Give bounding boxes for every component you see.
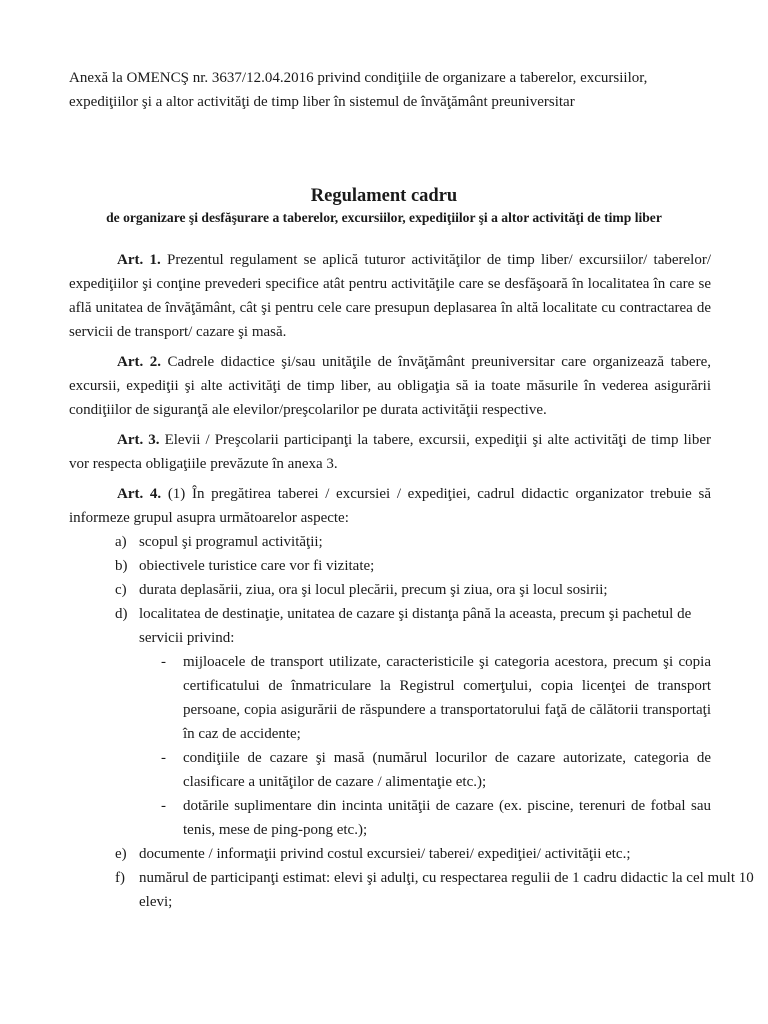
list-item: [69, 554, 711, 578]
sublist-marker: -: [161, 750, 166, 766]
document-title: Regulament cadru: [310, 186, 458, 206]
article-4-list: [69, 530, 754, 914]
document-body: [69, 248, 754, 914]
list-marker: a): [115, 534, 127, 550]
document-subtitle: de organizare şi desfăşurare a taberelor, excursiilor, expediţiilor şi a altor activităţi de timp liber: [106, 210, 662, 225]
list-item-text: documente / informaţii privind costul excursiei/ taberei/ expediţiei/ activităţii etc.;: [139, 846, 631, 862]
article-label: Art. 3.: [117, 432, 160, 448]
article-text: Cadrele didactice şi/sau unităţile de învăţământ preuniversitar care organizează tabere, excursii, expediţii şi alte activităţi de timp liber, au obligaţia să ia toate măsurile în vederea asigurării condiţiilor de siguranţă ale elevilor/preşcolarilor pe durata activităţii respective.: [69, 354, 711, 418]
sublist: [139, 650, 711, 842]
sublist-item-text: mijloacele de transport utilizate, caracteristicile şi categoria acestora, precum şi copia certificatului de înmatriculare la Registrul comerţului, copia licenţei de transport persoane, copia asigurării de răspundere a transportatorului faţă de călătorii transportaţi în caz de accidente;: [183, 654, 711, 742]
list-item-text: localitatea de destinaţie, unitatea de cazare şi distanţa până la aceasta, precum şi pachetul de servicii privind:: [139, 606, 692, 646]
list-item-text: scopul şi programul activităţii;: [139, 534, 323, 550]
article-text: Elevii / Preşcolarii participanţi la tabere, excursii, expediţii şi alte activităţi de timp liber vor respecta obligaţiile prevăzute în anexa 3.: [69, 432, 711, 472]
sublist-item: [139, 650, 711, 746]
annex-reference: Anexă la OMENCŞ nr. 3637/12.04.2016 privind condiţiile de organizare a taberelor, excursiilor, expediţiilor şi a altor activităţi de timp liber în sistemul de învăţământ preuniversitar: [69, 70, 648, 110]
list-item-text: durata deplasării, ziua, ora şi locul plecării, precum şi ziua, ora şi locul sosirii;: [139, 582, 608, 598]
sublist-marker: -: [161, 798, 166, 814]
article-text: (1) În pregătirea taberei / excursiei / expediţiei, cadrul didactic organizator trebuie să informeze grupul asupra următoarelor aspecte:: [69, 486, 711, 526]
list-marker: c): [115, 582, 127, 598]
list-item-text: numărul de participanţi estimat: elevi şi adulţi, cu respectarea regulii de 1 cadru didactic la cel mult 10 elevi;: [139, 870, 754, 910]
sublist-item: [139, 794, 711, 842]
list-item-text: obiectivele turistice care vor fi vizitate;: [139, 558, 375, 574]
article-4: [69, 482, 711, 530]
article-label: Art. 4.: [117, 486, 162, 502]
list-marker: f): [115, 870, 125, 886]
list-item: [69, 842, 711, 866]
list-item: [69, 578, 711, 602]
article-label: Art. 2.: [117, 354, 161, 370]
sublist-marker: -: [161, 654, 166, 670]
article-2: [69, 350, 711, 422]
list-marker: e): [115, 846, 127, 862]
sublist-item-text: condiţiile de cazare şi masă (numărul locurilor de cazare autorizate, categoria de clasificare a unităţilor de cazare / alimentaţie etc.);: [183, 750, 711, 790]
article-3: [69, 428, 711, 476]
article-label: Art. 1.: [117, 252, 161, 268]
sublist-item: [139, 746, 711, 794]
list-marker: d): [115, 606, 128, 622]
list-item: [69, 866, 757, 914]
list-item: [69, 602, 711, 842]
article-1: [69, 248, 711, 344]
list-marker: b): [115, 558, 128, 574]
list-item: [69, 530, 711, 554]
sublist-item-text: dotările suplimentare din incinta unităţii de cazare (ex. piscine, terenuri de fotbal sau tenis, mese de ping-pong etc.);: [183, 798, 711, 838]
article-text: Prezentul regulament se aplică tuturor activităţilor de timp liber/ excursiilor/ taberelor/ expediţiilor şi conţine prevederi specifice atât pentru activităţile care se desfăşoară în localitatea în care se află unitatea de învăţământ, cât şi pentru cele care presupun deplasarea în altă localitate cu contractarea de servicii de transport/ cazare şi masă.: [69, 252, 711, 340]
